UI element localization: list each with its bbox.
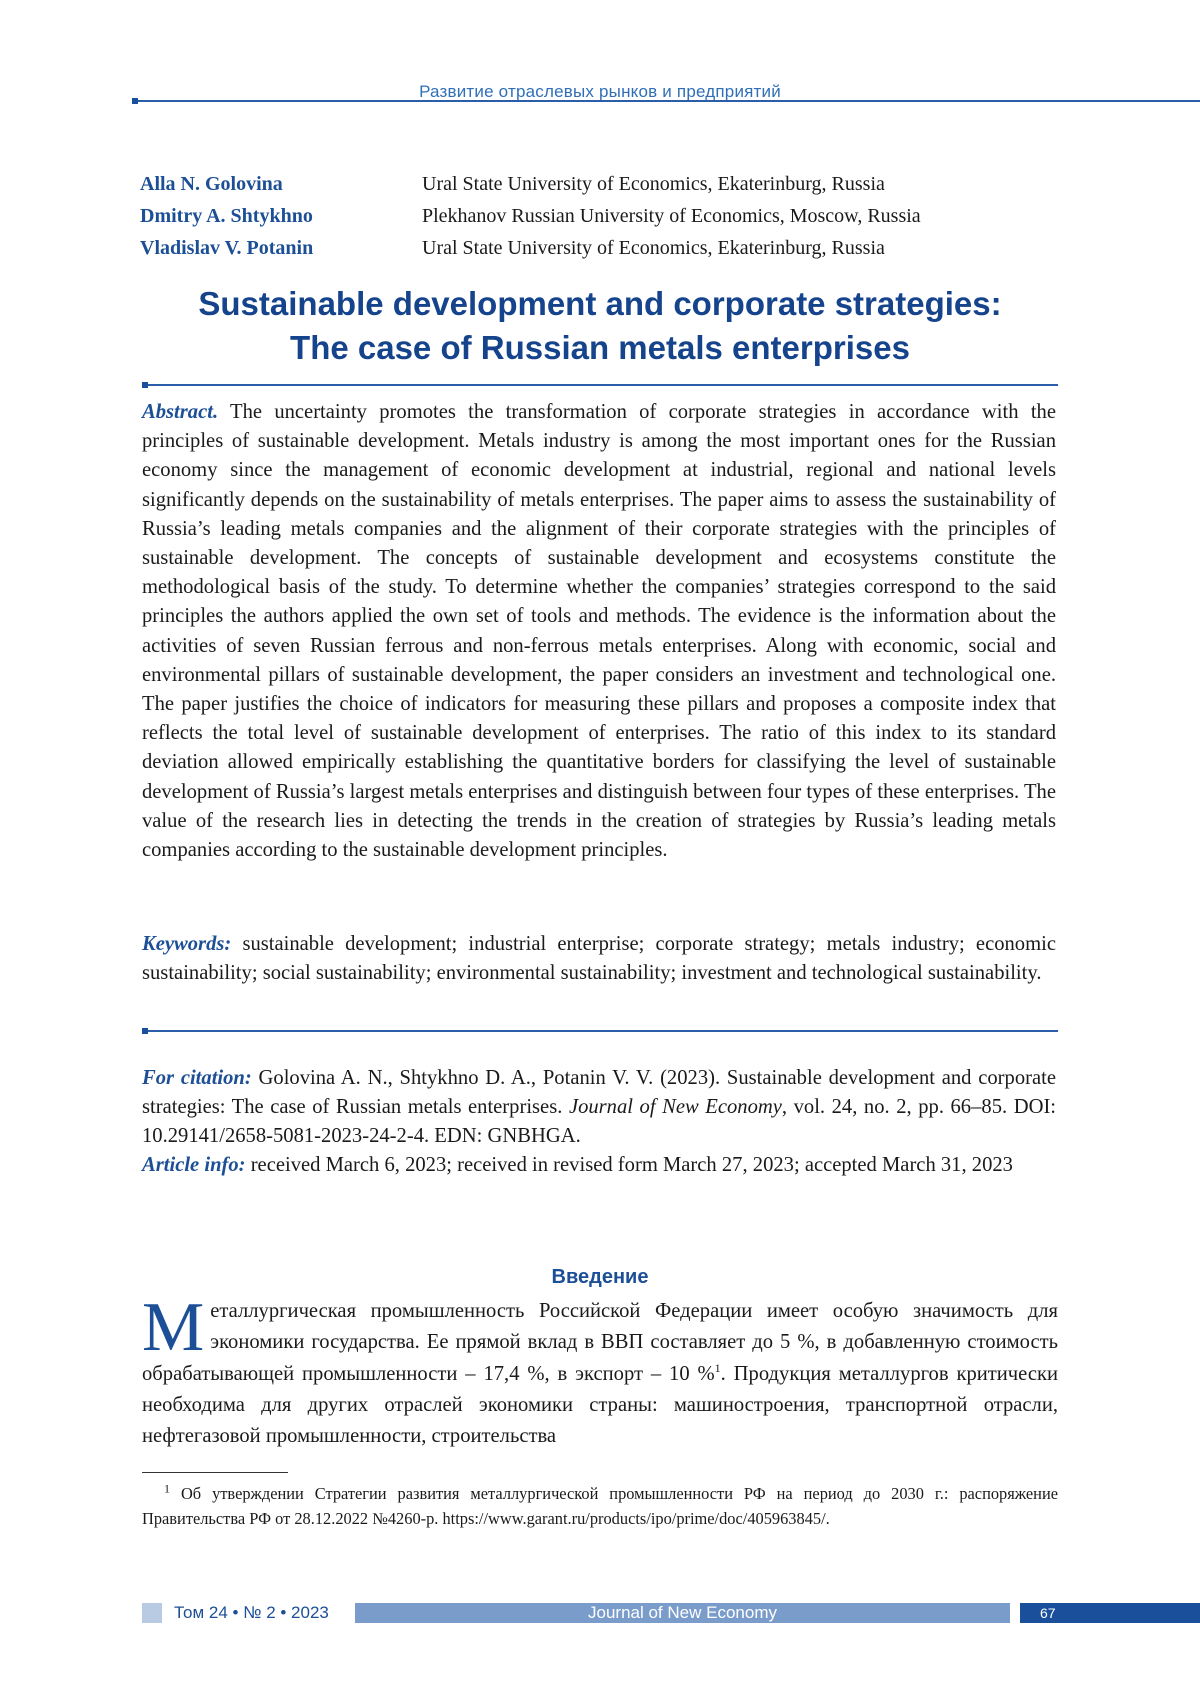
paper-title-line: The case of Russian metals enterprises [130,326,1070,370]
abstract-label: Abstract. [142,401,218,423]
paper-title-line: Sustainable development and corporate strategies: [130,282,1070,326]
article-info-text: received March 6, 2023; received in revised form March 27, 2023; accepted March 31, 2023 [251,1154,1013,1176]
page-number: 67 [1020,1603,1200,1623]
author-list [140,168,1040,264]
footnote-text: Об утверждении Стратегии развития металлургической промышленности РФ на период до 2030 г.: распоряжение Правительства РФ от 28.12.2022 №4260-р. https://www.garant.ru/products/ipo/prime/doc/405963845/. [142,1484,1058,1528]
citation-text: Golovina A. N., Shtykhno D. A., Potanin V. V. (2023). Sustainable development and corporate strategies: The case of Russian metals enterprises. [142,1067,1056,1118]
author-affiliation: Ural State University of Economics, Ekaterinburg, Russia [422,168,885,200]
author-row [140,232,1040,264]
running-head: Развитие отраслевых рынков и предприятий [0,82,1200,102]
author-row [140,168,1040,200]
header-rule [138,100,1200,102]
abstract [142,398,1056,865]
introduction-part2: . Продукция металлургов критически необходима для других отраслей экономики страны: машиностроения, транспортной отрасли, нефтегазовой промышленности, строительства [142,1363,1058,1448]
paper-title [130,282,1070,370]
introduction-text [142,1296,1058,1452]
author-name: Vladislav V. Potanin [140,232,422,264]
keywords-label: Keywords: [142,933,231,955]
citation-details: , vol. 24, no. 2, pp. 66–85. DOI: 10.29141/2658-5081-2023-24-2-4. EDN: GNBHGA. [142,1096,1056,1147]
footer-square [142,1603,162,1623]
section-heading: Введение [0,1266,1200,1289]
citation [142,1064,1056,1152]
author-affiliation: Ural State University of Economics, Ekaterinburg, Russia [422,232,885,264]
author-affiliation: Plekhanov Russian University of Economics, Moscow, Russia [422,200,921,232]
introduction-part1: еталлургическая промышленность Российской Федерации имеет особую значимость для экономики государства. Ее прямой вклад в ВВП составляет до 5 %, в добавленную стоимость обрабатывающей промышленности – 17,4 %, в экспорт – 10 % [142,1300,1058,1385]
title-rule [148,384,1058,386]
article-info [142,1151,1056,1180]
abstract-text: The uncertainty promotes the transformation of corporate strategies in accordance with the principles of sustainable development. Metals industry is among the most important ones for the Russian economy since the management of economic development at industrial, regional and national levels significantly depends on the sustainability of metals enterprises. The paper aims to assess the sustainability of Russia’s leading metals companies and the alignment of their corporate strategies with the principles of sustainable development. The concepts of sustainable development and ecosystems constitute the methodological basis of the study. To determine whether the companies’ strategies correspond to the said principles the authors applied the own set of tools and methods. The evidence is the information about the activities of seven Russian ferrous and non-ferrous metals enterprises. Along with economic, social and environmental pillars of sustainable development, the paper considers an investment and technological one. The paper justifies the choice of indicators for measuring these pillars and proposes a composite index that reflects the total level of sustainable development of enterprises. The ratio of this index to its standard deviation allowed empirically establishing the quantitative borders for classifying the level of sustainable development of Russia’s largest metals enterprises and distinguish between four types of these enterprises. The value of the research lies in detecting the trends in the creation of strategies by Russia’s leading metals companies according to the sustainable development principles. [142,401,1056,861]
footer-journal-bar: Journal of New Economy [355,1603,1010,1623]
footnote [142,1481,1058,1531]
footnote-number: 1 [164,1482,170,1496]
author-name: Alla N. Golovina [140,168,422,200]
keywords [142,930,1056,988]
footnote-rule [142,1472,288,1473]
author-name: Dmitry A. Shtykhno [140,200,422,232]
citation-label: For citation: [142,1067,252,1089]
citation-journal: Journal of New Economy [569,1096,782,1118]
article-info-label: Article info: [142,1154,246,1176]
footer-issue: Том 24 • № 2 • 2023 [174,1603,329,1623]
drop-cap: М [142,1300,204,1356]
author-row [140,200,1040,232]
keywords-text: sustainable development; industrial enterprise; corporate strategy; metals industry; economic sustainability; social sustainability; environmental sustainability; investment and technological sustainability. [142,933,1056,984]
keywords-rule [148,1030,1058,1032]
footnote-ref[interactable]: 1 [715,1361,721,1375]
